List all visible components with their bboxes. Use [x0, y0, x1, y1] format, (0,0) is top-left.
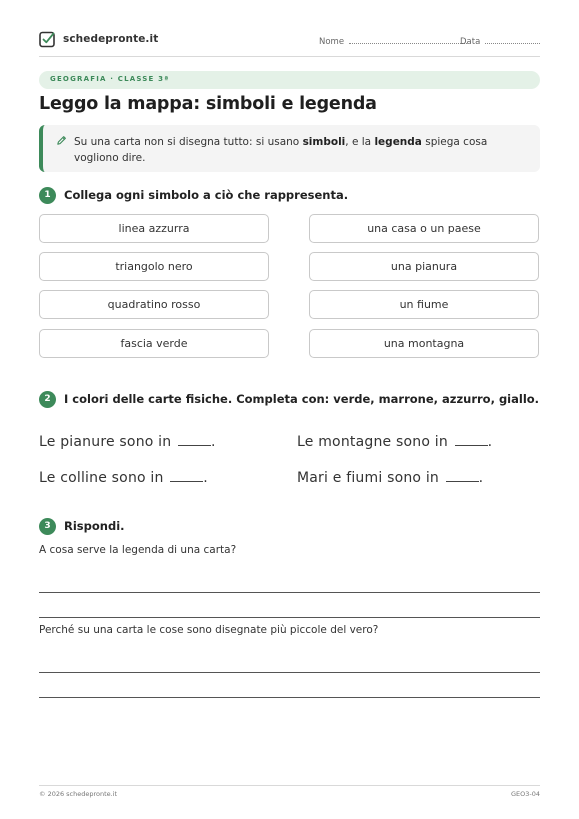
fill-item: [39, 434, 216, 450]
match-left-item[interactable]: quadratino rosso: [39, 290, 269, 319]
fill-text: Mari e fiumi sono in: [297, 470, 439, 486]
subject-tag-text: GEOGRAFIA · CLASSE 3ª: [50, 75, 170, 83]
note-part2: , e la: [345, 136, 375, 148]
match-left-item[interactable]: triangolo nero: [39, 252, 269, 281]
note-part1: Su una carta non si disegna tutto: si usano: [74, 136, 303, 148]
fill-end: .: [203, 470, 208, 486]
section-3-heading: Rispondi.: [64, 519, 125, 533]
name-field[interactable]: [319, 35, 467, 47]
answer-line[interactable]: [39, 672, 540, 673]
date-blank[interactable]: [485, 35, 540, 44]
fill-item: [297, 470, 483, 486]
note-text: [74, 134, 529, 166]
section-3-number: 3: [39, 518, 56, 535]
fill-end: .: [487, 434, 493, 450]
note-bold-legenda: legenda: [374, 136, 422, 148]
footer-code: GEO3-04: [510, 790, 540, 798]
header-divider: [39, 56, 540, 57]
section-1-number: 1: [39, 187, 56, 204]
match-right-item[interactable]: una casa o un paese: [309, 214, 539, 243]
name-blank[interactable]: [349, 35, 467, 44]
match-left-item[interactable]: linea azzurra: [39, 214, 269, 243]
footer-copyright: © 2026 schedepronte.it: [39, 790, 118, 798]
note-bold-simboli: simboli: [302, 136, 346, 148]
answer-line[interactable]: [39, 592, 540, 593]
question-1: A cosa serve la legenda di una carta?: [39, 544, 237, 556]
note-part3: spiega cosa vogliono dire.: [74, 136, 488, 164]
brand-name: schedepronte.it: [63, 33, 159, 45]
pencil-icon: [56, 135, 67, 146]
section-2-number: 2: [39, 391, 56, 408]
match-right-item[interactable]: una pianura: [309, 252, 539, 281]
fill-blank[interactable]: [170, 480, 203, 482]
match-left-item[interactable]: fascia verde: [39, 329, 269, 358]
fill-text: Le pianure sono in: [39, 434, 172, 450]
fill-blank[interactable]: [455, 444, 488, 446]
date-label: Data: [460, 37, 481, 47]
match-right-item[interactable]: una montagna: [309, 329, 539, 358]
section-1-heading: Collega ogni simbolo a ciò che rappresenta.: [64, 188, 349, 202]
fill-blank[interactable]: [178, 444, 211, 446]
footer-divider: [39, 785, 540, 786]
logo-check-icon: [39, 31, 56, 48]
section-2-heading: I colori delle carte fisiche. Completa con: verde, marrone, azzurro, giallo.: [64, 392, 540, 406]
match-right-item[interactable]: un fiume: [309, 290, 539, 319]
fill-end: .: [478, 470, 484, 486]
question-2: Perché su una carta le cose sono disegnate più piccole del vero?: [39, 624, 379, 636]
date-field[interactable]: [460, 35, 540, 47]
fill-blank[interactable]: [446, 480, 479, 482]
name-label: Nome: [319, 37, 345, 47]
fill-item: [297, 434, 492, 450]
page-title: Leggo la mappa: simboli e legenda: [39, 94, 377, 114]
fill-text: Le montagne sono in: [297, 434, 448, 450]
fill-item: [39, 470, 208, 486]
subject-tag: [39, 71, 540, 89]
answer-line[interactable]: [39, 617, 540, 618]
fill-end: .: [211, 434, 216, 450]
answer-line[interactable]: [39, 697, 540, 698]
fill-text: Le colline sono in: [39, 470, 164, 486]
